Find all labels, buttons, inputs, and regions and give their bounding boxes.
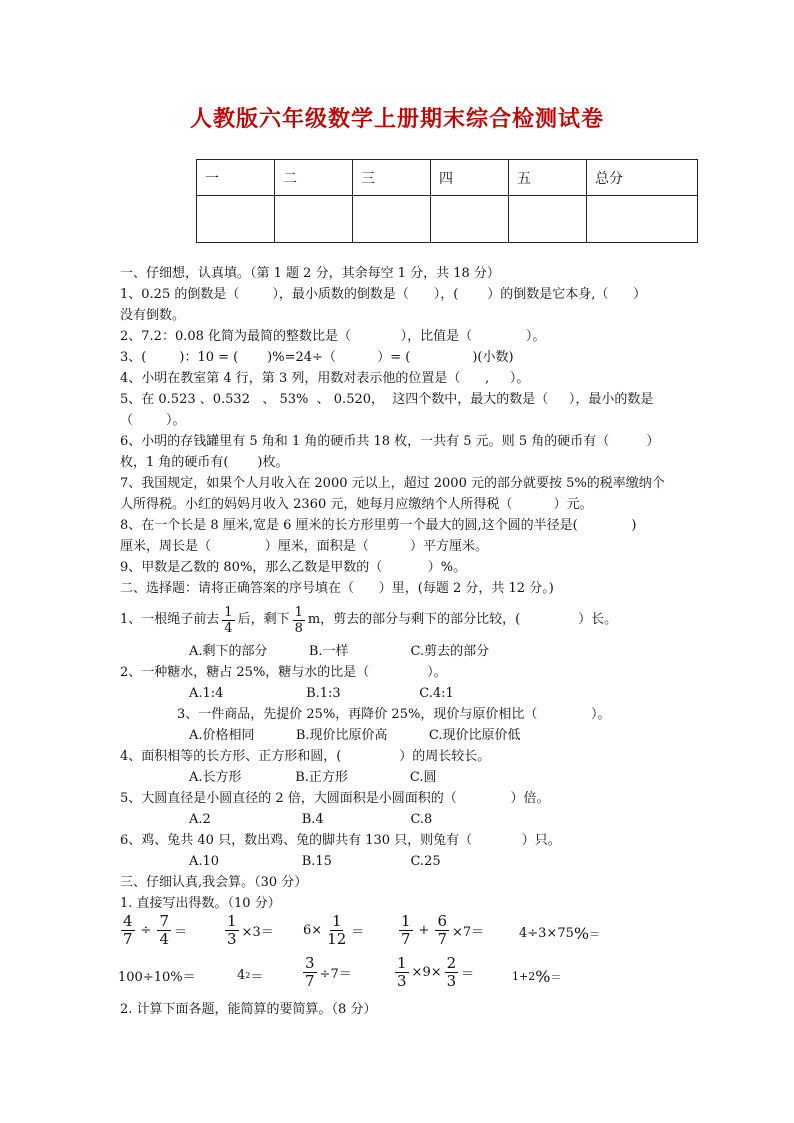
question-line: 3、一件商品，先提价 25%，再降价 25%，现价与原价相比（ ）。: [177, 707, 611, 722]
calc-item: 100÷10%＝: [118, 970, 196, 985]
question-line: 2、一种糖水，糖占 25%，糖与水的比是（ ）。: [120, 665, 447, 680]
page-title: 人教版六年级数学上册期末综合检测试卷: [189, 106, 604, 132]
question-line: 9、甲数是乙数的 80%，那么乙数是甲数的（ ）%。: [120, 560, 467, 575]
section-heading: 三、仔细认真,我会算。（30 分）: [120, 875, 308, 890]
question-line: 厘米，周长是（ ）厘米，面积是（ ）平方厘米。: [120, 539, 489, 554]
question-line: 8、在一个长是 8 厘米,宽是 6 厘米的长方形里剪一个最大的圆,这个圆的半径是( ): [120, 518, 637, 533]
question-line: 5、大圆直径是小圆直径的 2 倍，大圆面积是小圆面积的（ ）倍。: [120, 791, 550, 806]
score-header: 二: [275, 160, 353, 196]
calc-item: $\frac{1}{3}$ ×3＝: [227, 912, 274, 948]
score-cell[interactable]: [197, 196, 275, 243]
score-table: [196, 159, 698, 243]
score-header: 五: [509, 160, 587, 196]
score-header: 三: [353, 160, 431, 196]
question-line: 7、我国规定，如果个人月收入在 2000 元以上，超过 2000 元的部分就要按 5%的税率缴纳个: [120, 476, 665, 491]
score-cell[interactable]: [509, 196, 587, 243]
score-header: 总分: [587, 160, 698, 196]
question-line: 1、0.25 的倒数是（ ），最小质数的倒数是（ ），( ）的倒数是它本身,（ ）: [120, 287, 647, 302]
question-q1: [120, 600, 617, 640]
score-cell[interactable]: [353, 196, 431, 243]
options-line: A.剩下的部分 B.一样 C.剪去的部分: [189, 644, 490, 659]
subsection-heading: 2. 计算下面各题，能简算的要简算。（8 分）: [120, 1002, 377, 1017]
score-header: 一: [197, 160, 275, 196]
calc-item: $\frac{3}{7}$ ÷7＝: [305, 954, 352, 990]
q1-prefix: 1、一根绳子前去: [120, 612, 220, 627]
subsection-heading: 1. 直接写出得数。（10 分）: [120, 896, 281, 911]
options-line: A.价格相同 B.现价比原价高 C.现价比原价低: [189, 728, 521, 743]
options-line: A.2 B.4 C.8: [189, 812, 433, 827]
question-line: 3、( )：10 = ( )%=24÷（ ）= ( )(小数): [120, 350, 514, 365]
calc-item: 6× $\frac{1}{12}$ ＝: [303, 912, 365, 948]
fraction: $\frac{1}{8}$: [294, 604, 303, 636]
section-heading: 一、仔细想，认真填。（第 1 题 2 分，其余每空 1 分，共 18 分）: [120, 266, 500, 281]
options-line: A.1:4 B.1:3 C.4:1: [189, 686, 454, 701]
question-line: 没有倒数。: [120, 308, 186, 323]
question-line: 4、小明在教室第 4 行，第 3 列，用数对表示他的位置是（ , ）。: [120, 371, 530, 386]
question-line: 2、7.2：0.08 化简为最简的整数比是（ ），比值是（ ）。: [120, 329, 546, 344]
calc-item: 4 2 ＝: [237, 968, 264, 985]
q1-suffix: m，剪去的部分与剩下的部分比较，( ）长。: [307, 612, 618, 627]
question-line: 5、在 0.523 、0.532 、 53% 、 0.520， 这四个数中，最大的数是（ ），最小的数是: [120, 392, 654, 407]
q1-mid: 后，剩下: [237, 612, 290, 627]
options-line: A.长方形 B.正方形 C.圆: [189, 770, 437, 785]
calc-item: $\frac{1}{7}$ + $\frac{6}{7}$ ×7＝: [401, 912, 485, 948]
question-line: 6、鸡、兔共 40 只，数出鸡、兔的脚共有 130 只，则兔有（ ）只。: [120, 833, 561, 848]
question-line: 4、面积相等的长方形、正方形和圆，( ）的周长较长。: [120, 749, 491, 764]
question-line: 枚，1 角的硬币有( )枚。: [120, 455, 289, 470]
score-cell[interactable]: [587, 196, 698, 243]
question-line: 6、小明的存钱罐里有 5 角和 1 角的硬币共 18 枚，一共有 5 元。则 5 角的硬币有（ ）: [120, 434, 660, 449]
options-line: A.10 B.15 C.25: [189, 854, 441, 869]
calc-item: $\frac{4}{7}$ ÷ $\frac{7}{4}$ ＝: [123, 912, 188, 948]
score-header: 四: [431, 160, 509, 196]
score-cell[interactable]: [275, 196, 353, 243]
calc-item: 1+2 % ＝: [512, 967, 562, 986]
fraction: $\frac{1}{4}$: [224, 604, 233, 636]
calc-item: 4÷3×75 % ＝: [519, 924, 601, 943]
calc-item: $\frac{1}{3}$ ×9× $\frac{2}{3}$ ＝: [397, 954, 475, 990]
score-cell[interactable]: [431, 196, 509, 243]
question-line: （ ）。: [120, 413, 186, 428]
section-heading: 二、选择题：请将正确答案的序号填在（ ）里，(每题 2 分，共 12 分。): [120, 581, 554, 596]
question-line: 人所得税。小红的妈妈月收入 2360 元，她每月应缴纳个人所得税（ ）元。: [120, 497, 593, 512]
